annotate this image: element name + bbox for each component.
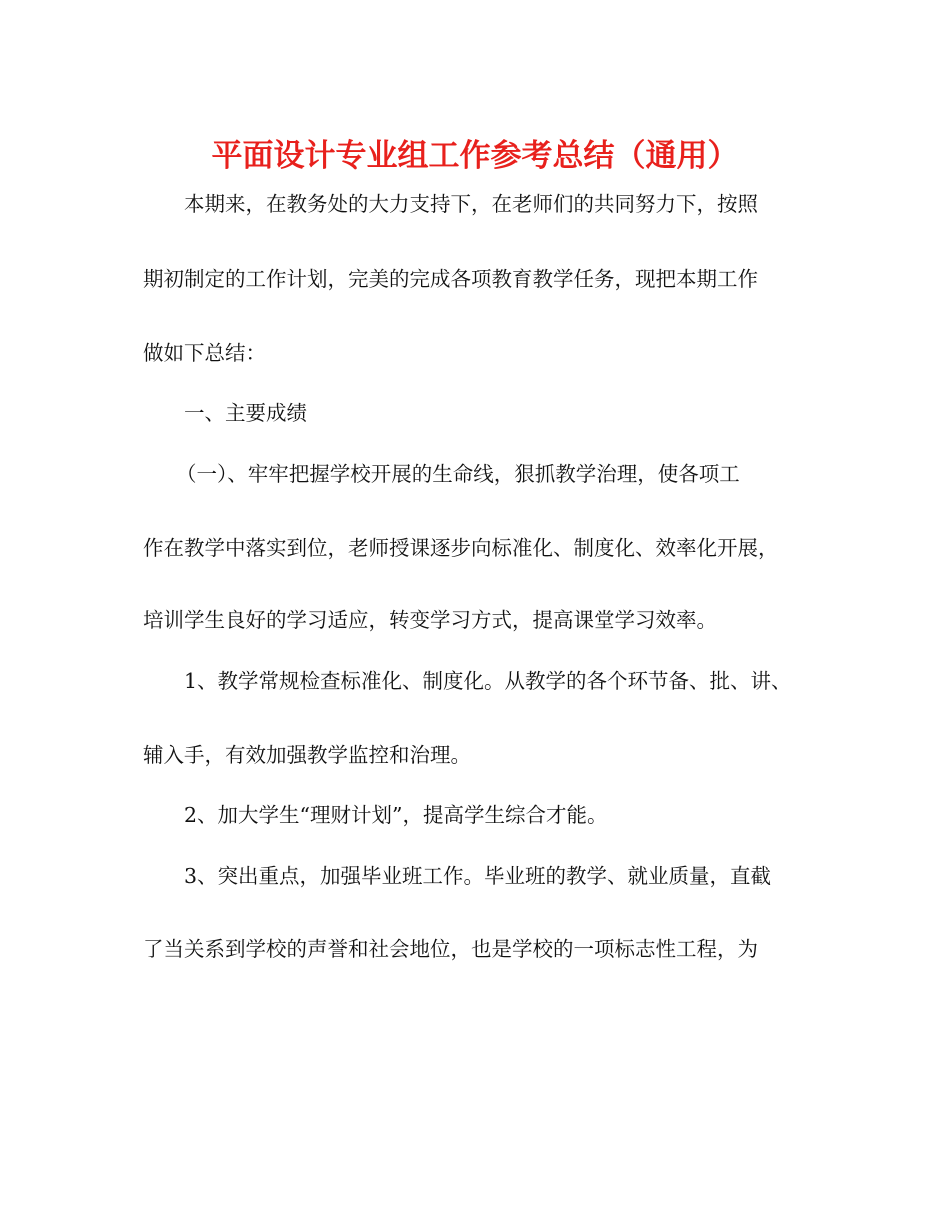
paragraph-line: 了当关系到学校的声誉和社会地位，也是学校的一项标志性工程，为 bbox=[143, 937, 758, 961]
document-title: 平面设计专业组工作参考总结（通用） bbox=[211, 138, 739, 174]
section-heading: 一、主要成绩 bbox=[184, 401, 307, 425]
paragraph-line: （一）、牢牢把握学校开展的生命线，狠抓教学治理，使各项工 bbox=[176, 462, 740, 486]
paragraph-line: 1、教学常规检查标准化、制度化。从教学的各个环节备、批、讲、 bbox=[184, 669, 792, 693]
paragraph-line: 做如下总结： bbox=[143, 341, 266, 365]
paragraph-line: 作在教学中落实到位，老师授课逐步向标准化、制度化、效率化开展， bbox=[143, 536, 779, 560]
paragraph-line: 2、加大学生“理财计划”，提高学生综合才能。 bbox=[184, 803, 608, 827]
paragraph-line: 本期来，在教务处的大力支持下，在老师们的共同努力下，按照 bbox=[184, 192, 758, 216]
paragraph-line: 辅入手，有效加强教学监控和治理。 bbox=[143, 743, 471, 767]
paragraph-line: 培训学生良好的学习适应，转变学习方式，提高课堂学习效率。 bbox=[143, 608, 717, 632]
paragraph-line: 3、突出重点，加强毕业班工作。毕业班的教学、就业质量，直截 bbox=[184, 864, 772, 888]
paragraph-line: 期初制定的工作计划，完美的完成各项教育教学任务，现把本期工作 bbox=[143, 267, 758, 291]
